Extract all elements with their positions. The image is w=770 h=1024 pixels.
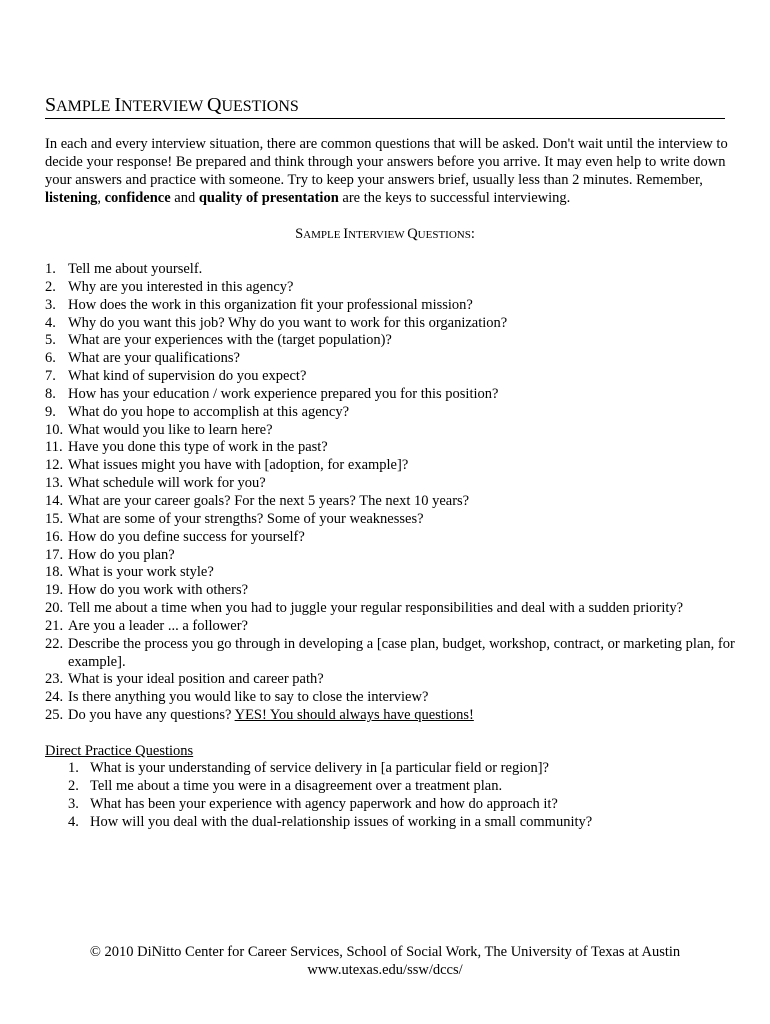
- intro-text: In each and every interview situation, there are common questions that will be asked. Don't wait until the interview to decide your response! Be prepared and think through your answers before you arrive. It may even help to write down your answers and practice with someone. Try to keep your answers brief, usually less than 2 minutes. Remember,: [45, 136, 728, 188]
- item-text: How has your education / work experience prepared you for this position?: [68, 385, 499, 402]
- item-number: 6.: [45, 350, 56, 367]
- item-number: 3.: [68, 795, 79, 812]
- subheading-part: S: [295, 226, 304, 242]
- item-text: What is your understanding of service delivery in [a particular field or region]?: [90, 760, 549, 776]
- item-number: 23.: [45, 671, 64, 688]
- item-number: 8.: [45, 385, 56, 402]
- subheading-part: :: [470, 226, 475, 242]
- intro-text: are the keys to successful interviewing.: [338, 190, 571, 206]
- item-number: 14.: [45, 492, 64, 509]
- direct-practice-heading: Direct Practice Questions: [45, 743, 194, 759]
- item-text: Why do you want this job? Why do you want to work for this organization?: [68, 314, 508, 331]
- item-number: 10.: [45, 421, 64, 438]
- intro-text: and: [170, 190, 199, 206]
- item-number: 16.: [45, 528, 64, 545]
- intro-bold-confidence: confidence: [104, 190, 171, 206]
- item-number: 1.: [68, 760, 79, 776]
- list-item: [45, 564, 745, 582]
- subheading-part: I: [343, 226, 349, 242]
- list-item: [45, 422, 745, 440]
- item-text: What are some of your strengths? Some of your weaknesses?: [68, 510, 424, 527]
- title-underline-rule: [45, 118, 725, 119]
- list-item: [45, 600, 745, 618]
- title-part: NTERVIEW: [121, 98, 207, 115]
- list-item: [45, 618, 745, 636]
- footer-copyright: © 2010 DiNitto Center for Career Services, School of Social Work, The University of Texas at Austin: [89, 944, 681, 960]
- item-number: 17.: [45, 546, 64, 563]
- list-item: [45, 689, 745, 707]
- list-item: [45, 671, 745, 689]
- list-item: [45, 404, 745, 422]
- item-number: 25.: [45, 707, 64, 724]
- item-text: Have you done this type of work in the past?: [68, 439, 328, 456]
- list-item: [45, 386, 745, 404]
- list-item: [45, 350, 745, 368]
- footer-url: www.utexas.edu/ssw/dccs/: [307, 962, 463, 978]
- item-text: Tell me about a time when you had to juggle your regular responsibilities and deal with a sudden priority?: [68, 600, 684, 617]
- subheading-part: AMPLE: [303, 229, 344, 241]
- list-item: [45, 439, 745, 457]
- item-number: 9.: [45, 403, 56, 420]
- page-title: [45, 93, 299, 119]
- list-item: [45, 707, 745, 725]
- item-text: Is there anything you would like to say to close the interview?: [68, 689, 429, 706]
- intro-bold-listening: listening: [45, 190, 98, 206]
- list-item: [45, 493, 745, 511]
- item-text: Do you have any questions?: [68, 707, 235, 724]
- item-number: 22.: [45, 635, 64, 652]
- item-number: 13.: [45, 475, 64, 492]
- item-number: 7.: [45, 368, 56, 385]
- list-item: [68, 796, 748, 814]
- list-item: [45, 315, 745, 333]
- item-text: Tell me about yourself.: [68, 261, 203, 277]
- intro-paragraph: [45, 135, 735, 207]
- item-text: What has been your experience with agency paperwork and how do approach it?: [90, 795, 558, 812]
- item-number: 1.: [45, 261, 56, 277]
- question-list: [45, 261, 745, 725]
- item-text: What are your experiences with the (target population)?: [68, 332, 392, 349]
- item-text: Describe the process you go through in developing a [case plan, budget, workshop, contract, or marketing plan, for example].: [68, 635, 735, 670]
- item-text: Are you a leader ... a follower?: [68, 617, 248, 634]
- list-item: [45, 297, 745, 315]
- item-text: How do you work with others?: [68, 582, 249, 599]
- list-item: [45, 582, 745, 600]
- list-item: [45, 475, 745, 493]
- list-item: [68, 814, 748, 832]
- item-number: 24.: [45, 689, 64, 706]
- item-text: What is your ideal position and career path?: [68, 671, 324, 688]
- item-emphasis-underlined: YES! You should always have questions!: [234, 707, 474, 724]
- item-number: 19.: [45, 582, 64, 599]
- item-number: 20.: [45, 600, 64, 617]
- item-text: How do you plan?: [68, 546, 175, 563]
- item-text: How do you define success for yourself?: [68, 528, 305, 545]
- list-item: [45, 547, 745, 565]
- item-text: What issues might you have with [adoption, for example]?: [68, 457, 409, 474]
- item-number: 3.: [45, 296, 56, 313]
- item-text: Why are you interested in this agency?: [68, 278, 294, 295]
- title-part: Q: [207, 94, 222, 116]
- list-item: [45, 511, 745, 529]
- list-item: [45, 332, 745, 350]
- subheading-part: Q: [407, 226, 418, 242]
- item-text: What are your career goals? For the next 5 years? The next 10 years?: [68, 492, 470, 509]
- list-item: [68, 778, 748, 796]
- item-number: 15.: [45, 510, 64, 527]
- intro-bold-presentation: quality of presentation: [198, 190, 339, 206]
- subheading-part: NTERVIEW: [348, 229, 408, 241]
- list-item: [45, 636, 745, 672]
- title-part: S: [45, 94, 57, 116]
- item-text: What do you hope to accomplish at this agency?: [68, 403, 350, 420]
- item-number: 2.: [68, 777, 79, 794]
- item-text: How will you deal with the dual-relationship issues of working in a small community?: [90, 813, 593, 830]
- item-number: 18.: [45, 564, 64, 581]
- direct-practice-list: [68, 760, 748, 831]
- title-part: AMPLE: [56, 98, 115, 115]
- list-item: [45, 529, 745, 547]
- page-footer: [0, 943, 770, 979]
- item-number: 5.: [45, 332, 56, 349]
- list-item: [45, 279, 745, 297]
- list-item: [68, 760, 748, 778]
- item-number: 4.: [45, 314, 56, 331]
- item-text: What would you like to learn here?: [68, 421, 273, 438]
- title-part: UESTIONS: [221, 98, 299, 115]
- item-text: What is your work style?: [68, 564, 214, 581]
- item-number: 21.: [45, 617, 64, 634]
- item-text: What kind of supervision do you expect?: [68, 368, 307, 385]
- list-item: [45, 368, 745, 386]
- item-text: What are your qualifications?: [68, 350, 240, 367]
- item-text: What schedule will work for you?: [68, 475, 266, 492]
- item-number: 2.: [45, 278, 56, 295]
- intro-text: ,: [97, 190, 105, 206]
- section-subheading: [0, 225, 770, 244]
- subheading-part: UESTIONS: [417, 229, 471, 241]
- item-number: 4.: [68, 813, 79, 830]
- item-number: 12.: [45, 457, 64, 474]
- item-text: How does the work in this organization fit your professional mission?: [68, 296, 473, 313]
- title-part: I: [114, 94, 122, 116]
- list-item: [45, 457, 745, 475]
- list-item: [45, 261, 745, 279]
- item-text: Tell me about a time you were in a disagreement over a treatment plan.: [90, 777, 503, 794]
- item-number: 11.: [45, 439, 63, 456]
